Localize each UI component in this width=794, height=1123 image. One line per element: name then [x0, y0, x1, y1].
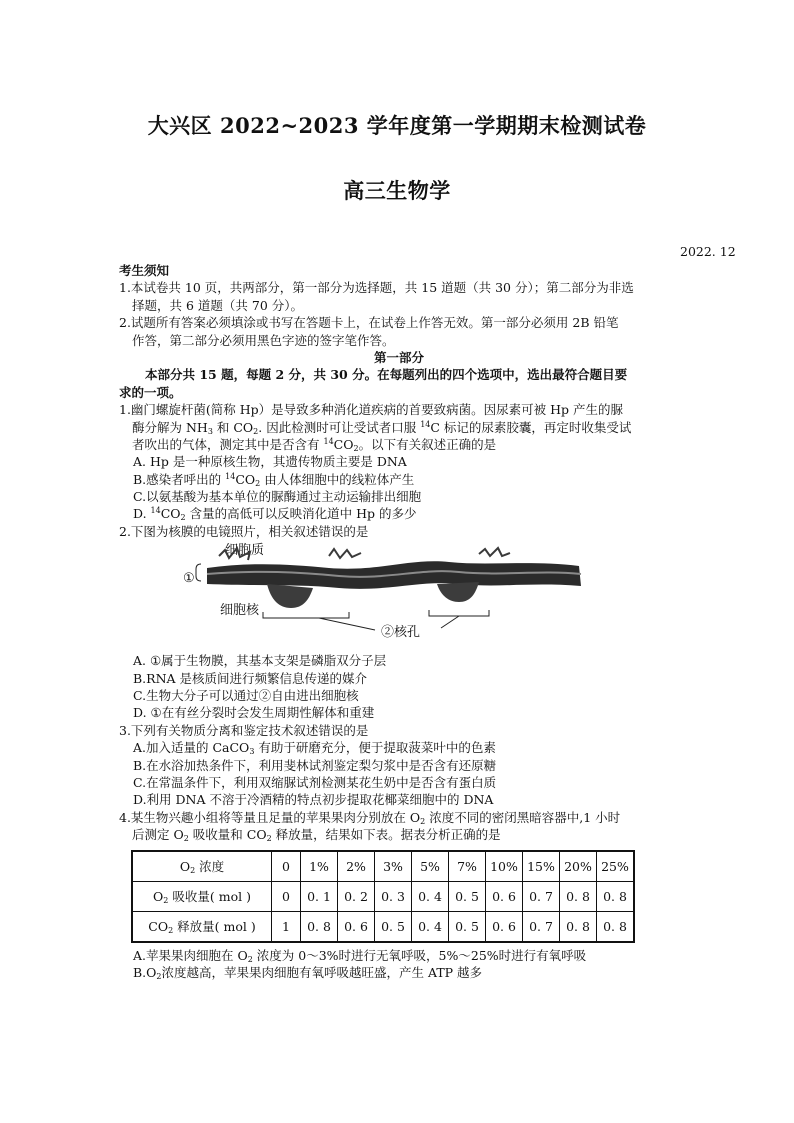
q2-option-c: C.生物大分子可以通过②自由进出细胞核: [133, 688, 359, 704]
table-cell: 3%: [375, 851, 412, 882]
table-header-concentration: $O_2$ 浓度: [132, 851, 272, 882]
table-cell: 0. 5: [375, 911, 412, 942]
table-cell: 0. 6: [338, 911, 375, 942]
q2-stem: 2.下图为核膜的电镜照片，相关叙述错误的是: [119, 523, 369, 539]
table-cell: 1: [272, 911, 301, 942]
micrograph-drawing: [179, 542, 599, 648]
fig-label-nucleus: 细胞核: [220, 603, 260, 619]
table-cell: 1%: [301, 851, 338, 882]
table-cell: 0. 7: [523, 881, 560, 911]
exam-content: [119, 262, 679, 981]
table-cell: 25%: [597, 851, 635, 882]
table-row-co2-release: [132, 911, 634, 942]
table-cell: 0. 3: [375, 881, 412, 911]
table-cell: 0. 8: [597, 911, 635, 942]
table-cell: 0. 8: [597, 881, 635, 911]
fig-label-cytoplasm: 细胞质: [225, 543, 265, 559]
nuclear-envelope-micrograph: [119, 542, 679, 648]
table-row-o2-uptake: [132, 881, 634, 911]
table-cell: 5%: [412, 851, 449, 882]
q3-option-b: B.在水浴加热条件下，利用斐林试剂鉴定梨匀浆中是否含有还原糖: [133, 757, 497, 773]
table-header-co2-release: $CO_2$ 释放量( mol ): [132, 911, 272, 942]
q1-option-a: A. Hp 是一种原核生物，其遗传物质主要是 DNA: [133, 454, 407, 470]
table-cell: 0. 4: [412, 881, 449, 911]
q2-option-b: B.RNA 是核质间进行频繁信息传递的媒介: [133, 670, 368, 686]
notice-item-1-line-2: 择题，共 6 道题（共 70 分）。: [132, 297, 304, 313]
table-cell: 0. 5: [449, 911, 486, 942]
q3-option-a: A.加入适量的 CaCO$_3$ 有助于研磨充分，便于提取菠菜叶中的色素: [133, 740, 496, 757]
q1-stem-line-1: 1.幽门螺旋杆菌(简称 Hp）是导致多种消化道疾病的首要致病菌。因尿素可被 Hp 产生的脲: [119, 402, 624, 418]
table-cell: 7%: [449, 851, 486, 882]
table-cell: 2%: [338, 851, 375, 882]
table-row-concentration: [132, 851, 634, 882]
q4-stem-line-1: 4.某生物兴趣小组将等量且足量的苹果果肉分别放在 $O_2$ 浓度不同的密闭黑暗容器中,1 小时: [119, 809, 621, 826]
table-cell: 0. 7: [523, 911, 560, 942]
q3-option-d: D.利用 DNA 不溶于冷酒精的特点初步提取花椰菜细胞中的 DNA: [133, 792, 494, 808]
fig-label-nuclear-pore: ②核孔: [381, 625, 421, 641]
table-cell: 0. 8: [560, 911, 597, 942]
q4-stem-line-2: 后测定 $O_2$ 吸收量和 $CO_2$ 释放量，结果如下表。据表分析正确的是: [132, 827, 501, 844]
q2-option-a: A. ①属于生物膜，其基本支架是磷脂双分子层: [133, 653, 387, 669]
table-cell: 10%: [486, 851, 523, 882]
notice-item-2-line-1: 2.试题所有答案必须填涂或书写在答题卡上，在试卷上作答无效。第一部分必须用 2B 铅笔: [119, 315, 619, 331]
exam-subtitle: 高三生物学: [343, 178, 451, 203]
table-cell: 0. 2: [338, 881, 375, 911]
table-cell: 20%: [560, 851, 597, 882]
exam-date: 2022. 12: [680, 244, 736, 259]
fig-label-membrane: ①: [183, 571, 195, 587]
q4-option-b: $B.O_2$浓度越高，苹果果肉细胞有氧呼吸越旺盛，产生 ATP 越多: [133, 964, 483, 981]
table-cell: 0. 4: [412, 911, 449, 942]
part1-intro-line-2: 求的一项。: [119, 384, 182, 400]
notice-item-1-line-1: 1.本试卷共 10 页，共两部分，第一部分为选择题，共 15 道题（共 30 分）；第二部分为非选: [119, 280, 634, 296]
q3-option-c: C.在常温条件下，利用双缩脲试剂检测某花生奶中是否含有蛋白质: [133, 774, 497, 790]
table-cell: 0. 8: [301, 911, 338, 942]
table-cell: 0. 5: [449, 881, 486, 911]
table-header-o2-uptake: $O_2$ 吸收量( mol ): [132, 881, 272, 911]
table-cell: 0. 8: [560, 881, 597, 911]
o2-co2-table: [131, 850, 635, 943]
q1-stem-line-2: 酶分解为 $NH_3$ 和 $CO_2$. 因此检测时可让受试者口服 $^{14}$C 标记的尿素胶囊，再定时收集受试: [132, 419, 632, 436]
notice-heading: 考生须知: [119, 263, 170, 278]
table-cell: 0. 6: [486, 911, 523, 942]
part1-heading: 第一部分: [373, 349, 424, 365]
q1-option-d: D. $^{14}CO_2$ 含量的高低可以反映消化道中 Hp 的多少: [133, 506, 417, 523]
q1-option-b: B.感染者呼出的 $^{14}CO_2$ 由人体细胞中的线粒体产生: [133, 471, 415, 488]
q1-option-c: C.以氨基酸为基本单位的脲酶通过主动运输排出细胞: [133, 489, 422, 505]
table-cell: 0: [272, 851, 301, 882]
table-cell: 0. 1: [301, 881, 338, 911]
table-cell: 15%: [523, 851, 560, 882]
q4-option-a: A.苹果果肉细胞在 $O_2$ 浓度为 0～3%时进行无氧呼吸，5%～25%时进行有氧呼吸: [133, 947, 587, 964]
notice-item-2-line-2: 作答，第二部分必须用黑色字迹的签字笔作答。: [132, 332, 395, 348]
exam-title: 大兴区 2022~2023 学年度第一学期期末检测试卷: [147, 113, 647, 138]
q2-option-d: D. ①在有丝分裂时会发生周期性解体和重建: [133, 705, 375, 721]
q3-stem: 3.下列有关物质分离和鉴定技术叙述错误的是: [119, 722, 369, 738]
table-cell: 0: [272, 881, 301, 911]
part1-intro-line-1: 本部分共 15 题，每题 2 分，共 30 分。在每题列出的四个选项中，选出最符合题目要: [145, 367, 628, 383]
q1-stem-line-3: 者吹出的气体，测定其中是否含有 $^{14}CO_2$。以下有关叙述正确的是: [132, 436, 497, 453]
table-cell: 0. 6: [486, 881, 523, 911]
